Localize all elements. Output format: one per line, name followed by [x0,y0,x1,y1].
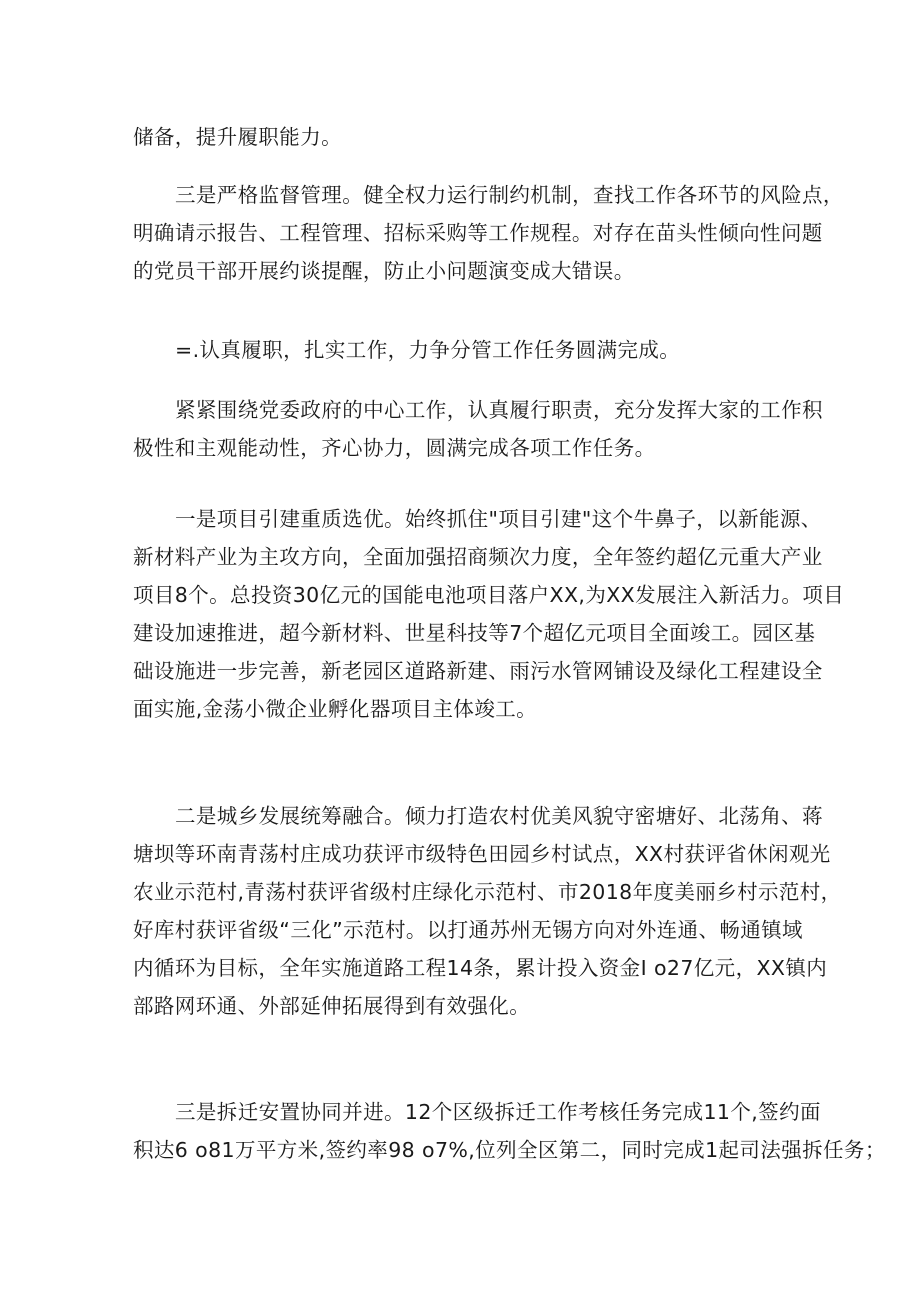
text-line: 好库村获评省级“三化”示范村。以打通苏州无锡方向对外连通、畅通镇域 [133,918,803,942]
paragraph-intro [133,391,823,467]
text-line: 明确请示报告、工程管理、招标采购等工作规程。对存在苗头性倾向性问题 [133,221,823,245]
text-line: 塘坝等环南青荡村庄成功获评市级特色田园乡村试点，XX村获评省休闲观光 [133,842,831,866]
paragraph-projects [133,500,845,728]
text-line: 农业示范村,青荡村获评省级村庄绿化示范村、市2018年度美丽乡村示范村， [133,880,842,904]
text-line: 建设加速推进，超今新材料、世星科技等7个超亿元项目全面竣工。园区基 [133,621,816,645]
paragraph-supervision [133,176,844,290]
text-line: =.认真履职，扎实工作，力争分管工作任务圆满完成。 [175,338,681,362]
text-line: 的党员干部开展约谈提醒，防止小问题演变成大错误。 [133,259,635,283]
text-line: 储备，提升履职能力。 [133,125,342,149]
text-line: 项目8个。总投资30亿元的国能电池项目落户XX,为XX发展注入新活力。项目 [133,583,845,607]
text-line: 积达6 o81万平方米,签约率98 o7%,位列全区第二，同时完成1起司法强拆任务； [133,1138,886,1162]
text-line: 新材料产业为主攻方向，全面加强招商频次力度，全年签约超亿元重大产业 [133,545,823,569]
text-line: 面实施,金荡小微企业孵化器项目主体竣工。 [133,697,538,721]
text-line: 极性和主观能动性，齐心协力，圆满完成各项工作任务。 [133,436,656,460]
text-line: 三是拆迁安置协同并进。12个区级拆迁工作考核任务完成11个,签约面 [175,1100,821,1124]
text-line: 三是严格监督管理。健全权力运行制约机制，查找工作各环节的风险点， [175,183,844,207]
paragraph-demolition [133,1093,886,1169]
text-line: 部路网环通、外部延伸拓展得到有效强化。 [133,994,531,1018]
text-line: 紧紧围绕党委政府的中心工作，认真履行职责，充分发挥大家的工作积 [175,398,823,422]
paragraph-urban-rural [133,797,842,1025]
text-line: 内循环为目标，全年实施道路工程14条，累计投入资金I o27亿元，XX镇内 [133,956,828,980]
text-line: 二是城乡发展统筹融合。倾力打造农村优美风貌守密塘好、北荡角、蒋 [175,804,823,828]
section-heading [133,331,803,369]
text-line: 一是项目引建重质选优。始终抓住"项目引建"这个牛鼻子，以新能源、 [175,507,822,531]
text-line: 础设施进一步完善，新老园区道路新建、雨污水管网铺设及绿化工程建设全 [133,659,823,683]
paragraph-continuation [133,118,803,156]
